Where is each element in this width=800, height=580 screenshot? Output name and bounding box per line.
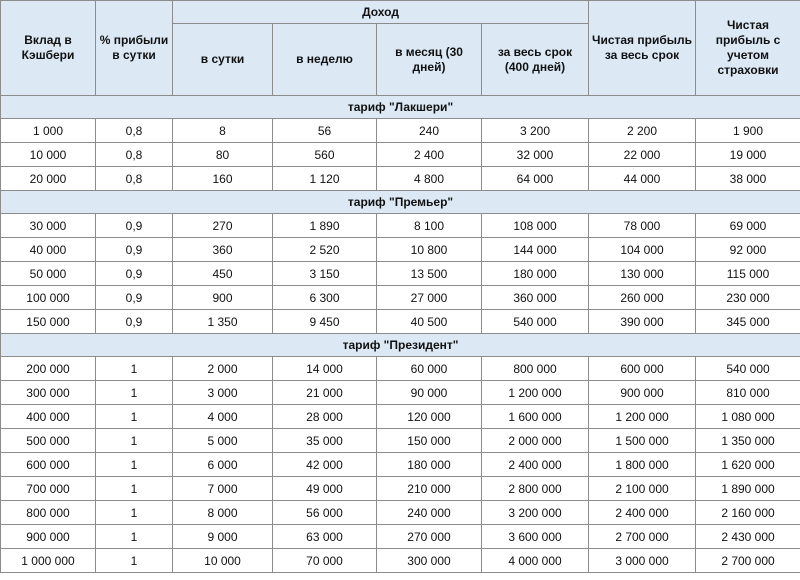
header-per-week: в неделю [273, 24, 377, 96]
table-cell: 2 400 000 [482, 453, 589, 477]
table-cell: 2 000 [173, 357, 273, 381]
table-cell: 0,9 [96, 286, 173, 310]
table-cell: 108 000 [482, 214, 589, 238]
table-cell: 1 000 000 [1, 549, 96, 573]
section-header [1, 334, 800, 357]
table-cell: 800 000 [1, 501, 96, 525]
table-cell: 8 [173, 119, 273, 143]
table-cell: 10 000 [173, 549, 273, 573]
table-cell: 160 [173, 167, 273, 191]
header-percent: % прибыли в сутки [96, 1, 173, 96]
table-row [1, 310, 800, 334]
table-cell: 800 000 [482, 357, 589, 381]
table-cell: 63 000 [273, 525, 377, 549]
table-cell: 1 900 [696, 119, 800, 143]
table-cell: 64 000 [482, 167, 589, 191]
table-cell: 1 890 [273, 214, 377, 238]
table-row [1, 214, 800, 238]
table-cell: 8 000 [173, 501, 273, 525]
table-cell: 1 500 000 [589, 429, 696, 453]
table-row [1, 119, 800, 143]
table-cell: 30 000 [1, 214, 96, 238]
table-cell: 60 000 [377, 357, 482, 381]
section-title: тариф "Лакшери" [1, 96, 800, 119]
table-row [1, 238, 800, 262]
table-cell: 2 700 000 [589, 525, 696, 549]
table-cell: 360 000 [482, 286, 589, 310]
table-cell: 240 000 [377, 501, 482, 525]
table-cell: 56 [273, 119, 377, 143]
table-row [1, 143, 800, 167]
table-cell: 9 450 [273, 310, 377, 334]
header-per-month: в месяц (30 дней) [377, 24, 482, 96]
table-cell: 1 [96, 357, 173, 381]
table-cell: 2 520 [273, 238, 377, 262]
table-cell: 0,8 [96, 119, 173, 143]
table-cell: 2 000 000 [482, 429, 589, 453]
table-cell: 115 000 [696, 262, 800, 286]
table-cell: 56 000 [273, 501, 377, 525]
table-cell: 270 000 [377, 525, 482, 549]
table-cell: 2 430 000 [696, 525, 800, 549]
table-cell: 22 000 [589, 143, 696, 167]
table-body [1, 96, 800, 573]
table-cell: 20 000 [1, 167, 96, 191]
section-header [1, 191, 800, 214]
table-cell: 2 400 [377, 143, 482, 167]
table-cell: 400 000 [1, 405, 96, 429]
table-cell: 7 000 [173, 477, 273, 501]
table-cell: 0,9 [96, 214, 173, 238]
table-cell: 40 000 [1, 238, 96, 262]
table-cell: 270 [173, 214, 273, 238]
table-cell: 540 000 [482, 310, 589, 334]
table-cell: 42 000 [273, 453, 377, 477]
table-cell: 1 200 000 [482, 381, 589, 405]
table-cell: 2 160 000 [696, 501, 800, 525]
header-per-day: в сутки [173, 24, 273, 96]
table-cell: 1 080 000 [696, 405, 800, 429]
table-cell: 130 000 [589, 262, 696, 286]
table-cell: 180 000 [482, 262, 589, 286]
table-row [1, 429, 800, 453]
table-cell: 6 000 [173, 453, 273, 477]
table-row [1, 381, 800, 405]
table-cell: 1 620 000 [696, 453, 800, 477]
table-cell: 70 000 [273, 549, 377, 573]
table-header [1, 1, 800, 96]
table-cell: 450 [173, 262, 273, 286]
table-cell: 540 000 [696, 357, 800, 381]
table-cell: 144 000 [482, 238, 589, 262]
table-cell: 1 350 [173, 310, 273, 334]
table-cell: 9 000 [173, 525, 273, 549]
table-cell: 92 000 [696, 238, 800, 262]
table-cell: 44 000 [589, 167, 696, 191]
header-net-insured: Чистая прибыль с учетом страховки [696, 1, 800, 96]
table-cell: 150 000 [377, 429, 482, 453]
table-cell: 0,8 [96, 143, 173, 167]
table-cell: 14 000 [273, 357, 377, 381]
table-cell: 5 000 [173, 429, 273, 453]
table-cell: 240 [377, 119, 482, 143]
table-cell: 1 [96, 429, 173, 453]
table-cell: 2 200 [589, 119, 696, 143]
table-cell: 180 000 [377, 453, 482, 477]
table-row [1, 262, 800, 286]
table-cell: 1 800 000 [589, 453, 696, 477]
table-cell: 69 000 [696, 214, 800, 238]
table-cell: 21 000 [273, 381, 377, 405]
table-cell: 900 [173, 286, 273, 310]
section-title: тариф "Премьер" [1, 191, 800, 214]
table-cell: 1 [96, 405, 173, 429]
table-cell: 3 000 [173, 381, 273, 405]
table-row [1, 525, 800, 549]
table-row [1, 477, 800, 501]
table-cell: 2 800 000 [482, 477, 589, 501]
table-cell: 2 100 000 [589, 477, 696, 501]
table-cell: 104 000 [589, 238, 696, 262]
table-cell: 600 000 [1, 453, 96, 477]
table-cell: 38 000 [696, 167, 800, 191]
table-cell: 260 000 [589, 286, 696, 310]
table-cell: 0,9 [96, 238, 173, 262]
table-cell: 2 700 000 [696, 549, 800, 573]
table-cell: 390 000 [589, 310, 696, 334]
table-row [1, 357, 800, 381]
table-cell: 1 350 000 [696, 429, 800, 453]
table-cell: 10 800 [377, 238, 482, 262]
table-cell: 1 000 [1, 119, 96, 143]
table-cell: 8 100 [377, 214, 482, 238]
table-row [1, 405, 800, 429]
table-cell: 230 000 [696, 286, 800, 310]
table-row [1, 167, 800, 191]
table-cell: 0,8 [96, 167, 173, 191]
table-cell: 27 000 [377, 286, 482, 310]
table-cell: 4 000 000 [482, 549, 589, 573]
table-cell: 810 000 [696, 381, 800, 405]
table-cell: 32 000 [482, 143, 589, 167]
table-row [1, 549, 800, 573]
table-cell: 1 200 000 [589, 405, 696, 429]
table-cell: 49 000 [273, 477, 377, 501]
table-cell: 6 300 [273, 286, 377, 310]
table-cell: 3 600 000 [482, 525, 589, 549]
header-full-term: за весь срок (400 дней) [482, 24, 589, 96]
table-cell: 0,9 [96, 310, 173, 334]
table-cell: 1 600 000 [482, 405, 589, 429]
table-cell: 100 000 [1, 286, 96, 310]
table-cell: 900 000 [589, 381, 696, 405]
table-cell: 1 [96, 549, 173, 573]
section-header [1, 96, 800, 119]
table-cell: 3 200 [482, 119, 589, 143]
table-cell: 40 500 [377, 310, 482, 334]
table-cell: 900 000 [1, 525, 96, 549]
table-cell: 300 000 [377, 549, 482, 573]
table-cell: 35 000 [273, 429, 377, 453]
table-cell: 300 000 [1, 381, 96, 405]
table-cell: 500 000 [1, 429, 96, 453]
table-cell: 1 [96, 477, 173, 501]
table-cell: 90 000 [377, 381, 482, 405]
table-cell: 0,9 [96, 262, 173, 286]
table-cell: 10 000 [1, 143, 96, 167]
table-cell: 4 000 [173, 405, 273, 429]
table-cell: 1 [96, 381, 173, 405]
table-cell: 1 120 [273, 167, 377, 191]
table-cell: 700 000 [1, 477, 96, 501]
table-cell: 1 [96, 501, 173, 525]
table-cell: 3 200 000 [482, 501, 589, 525]
table-cell: 3 000 000 [589, 549, 696, 573]
table-row [1, 501, 800, 525]
table-cell: 78 000 [589, 214, 696, 238]
header-deposit: Вклад в Кэшбери [1, 1, 96, 96]
table-cell: 80 [173, 143, 273, 167]
table-cell: 2 400 000 [589, 501, 696, 525]
table-cell: 50 000 [1, 262, 96, 286]
table-cell: 1 [96, 453, 173, 477]
table-cell: 3 150 [273, 262, 377, 286]
table-cell: 28 000 [273, 405, 377, 429]
table-cell: 560 [273, 143, 377, 167]
table-row [1, 286, 800, 310]
table-cell: 19 000 [696, 143, 800, 167]
section-title: тариф "Президент" [1, 334, 800, 357]
table-cell: 13 500 [377, 262, 482, 286]
table-cell: 150 000 [1, 310, 96, 334]
table-cell: 1 890 000 [696, 477, 800, 501]
table-cell: 210 000 [377, 477, 482, 501]
table-cell: 360 [173, 238, 273, 262]
header-income-group: Доход [173, 1, 589, 24]
table-cell: 1 [96, 525, 173, 549]
table-cell: 600 000 [589, 357, 696, 381]
table-cell: 345 000 [696, 310, 800, 334]
table-cell: 120 000 [377, 405, 482, 429]
table-cell: 4 800 [377, 167, 482, 191]
table-cell: 200 000 [1, 357, 96, 381]
table-row [1, 453, 800, 477]
header-net-profit: Чистая прибыль за весь срок [589, 1, 696, 96]
